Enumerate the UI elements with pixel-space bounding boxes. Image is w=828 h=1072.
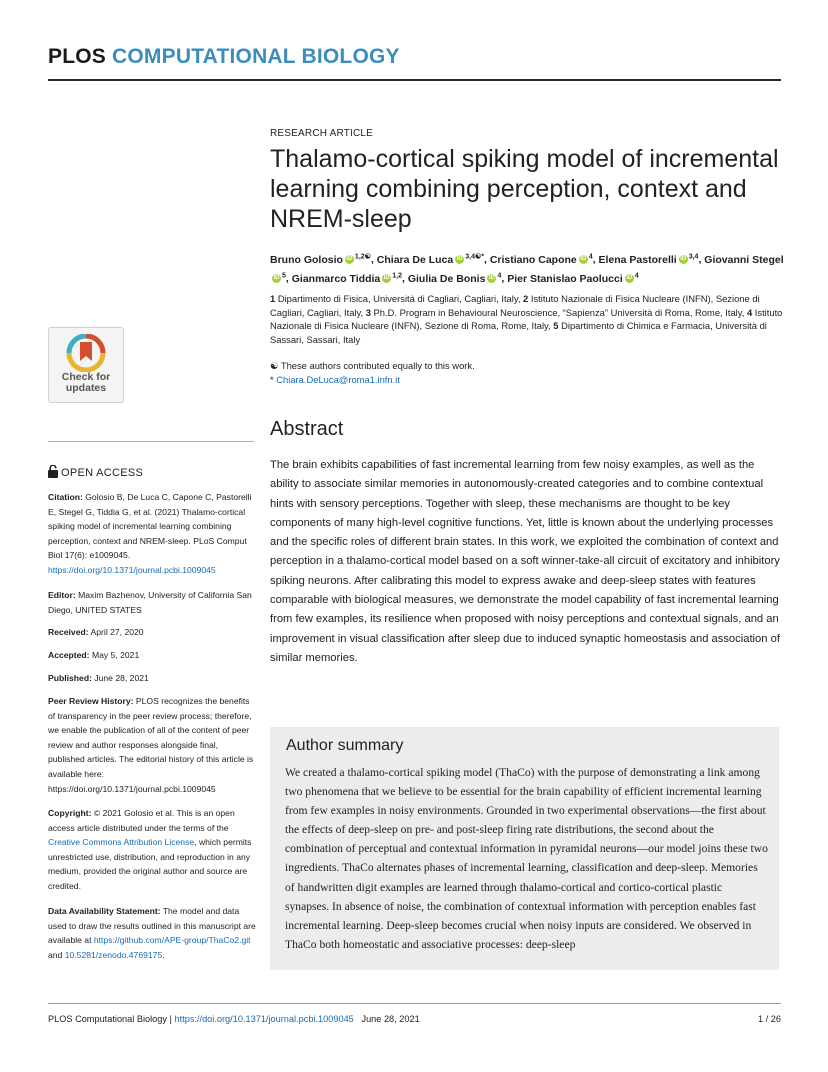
article-title: Thalamo-cortical spiking model of incremental learning combining perception, context and NREM-sleep bbox=[270, 145, 779, 233]
footer-rule bbox=[48, 1003, 781, 1004]
author-summary-box bbox=[270, 727, 779, 970]
page-footer bbox=[48, 1014, 781, 1024]
orcid-icon[interactable]: iD bbox=[273, 275, 280, 282]
author-notes bbox=[270, 359, 770, 386]
author bbox=[270, 254, 371, 266]
affiliation-number: 2 bbox=[523, 293, 529, 304]
author-affiliation-sup: 4 bbox=[497, 272, 502, 279]
author-affiliation-sup: 3,4☯* bbox=[465, 253, 484, 260]
author-name: Bruno Golosio bbox=[270, 253, 343, 266]
author-summary-heading: Author summary bbox=[286, 737, 404, 754]
citation-doi-link[interactable]: https://doi.org/10.1371/journal.pcbi.1009045 bbox=[48, 564, 216, 575]
orcid-icon[interactable]: iD bbox=[626, 275, 633, 282]
author bbox=[599, 254, 699, 266]
journal-prefix: PLOS bbox=[48, 45, 106, 68]
affiliations bbox=[270, 292, 790, 346]
author bbox=[490, 254, 593, 266]
author-affiliation-sup: 1,2☯ bbox=[354, 253, 371, 260]
author-name: Elena Pastorelli bbox=[598, 253, 677, 266]
author-list: Bruno Golosio iD $^{1,2☯}$, Chiara De Luca iD $^{3,4☯*}$, Cristiano Capone iD $^4$, Elena Pastorelli iD $^{3,4}$, Giovanni StegeliD $^5$, Gianmarco Tiddia iD $^{1,2}$, Giulia De Bonis iD $^4$, Pier Stanislao Paolucci iD $^4$ bbox=[270, 253, 784, 285]
author bbox=[377, 254, 484, 266]
affiliation-text: Istituto Nazionale di Fisica Nucleare (INFN), Sezione di Cagliari, Cagliari, Italy, bbox=[270, 293, 760, 318]
open-access-label: OPEN ACCESS bbox=[48, 465, 143, 479]
copyright-block: Copyright: © 2021 Golosio et al. This is an open access article distributed under the terms of the Creative Commons Attribution License, which permits unrestricted use, distribution, and reproduction in any medium, provided the original author and source are credited. bbox=[48, 808, 252, 891]
affiliation-text: Dipartimento di Chimica e Farmacia, Università di Sassari, Sassari, Italy bbox=[270, 320, 767, 345]
github-link[interactable]: https://github.com/APE-group/ThaCo2.git bbox=[93, 935, 251, 946]
footer-doi-link[interactable]: https://doi.org/10.1371/journal.pcbi.1009045 bbox=[174, 1014, 354, 1024]
header-rule bbox=[48, 79, 781, 81]
affiliation-number: 1 bbox=[270, 293, 276, 304]
orcid-icon[interactable]: iD bbox=[680, 256, 687, 263]
equal-contribution-note: ☯ These authors contributed equally to this work. bbox=[270, 360, 475, 371]
accepted-date: Accepted: May 5, 2021 bbox=[48, 650, 140, 660]
affiliation-text: Dipartimento di Fisica, Università di Cagliari, Cagliari, Italy, bbox=[277, 293, 524, 304]
peer-review-link[interactable]: https://doi.org/10.1371/journal.pcbi.1009045 bbox=[48, 783, 216, 794]
editor-block: Editor: Maxim Bazhenov, University of California San Diego, UNITED STATES bbox=[48, 590, 252, 615]
author-name: Pier Stanislao Paolucci bbox=[507, 272, 623, 285]
peer-review-block: Peer Review History: PLOS recognizes the benefits of transparency in the peer review process; therefore, we enable the publication of all of the content of peer review and author responses alongside final, published articles. The editorial history of this article is available here: https://doi.org/10.1371/journal.pcbi.1009045 bbox=[48, 696, 254, 794]
orcid-icon[interactable]: iD bbox=[456, 256, 463, 263]
author-affiliation-sup: 4 bbox=[634, 272, 639, 279]
zenodo-link[interactable]: 10.5281/zenodo.4769175 bbox=[64, 949, 163, 960]
journal-name: COMPUTATIONAL BIOLOGY bbox=[112, 45, 400, 68]
affiliation-text: Ph.D. Program in Behavioural Neuroscience, “Sapienza” Università di Roma, Rome, Italy, bbox=[373, 306, 747, 318]
abstract-heading: Abstract bbox=[270, 418, 344, 440]
published-date: Published: June 28, 2021 bbox=[48, 673, 149, 683]
crossmark-icon bbox=[66, 334, 106, 372]
affiliation-text: Istituto Nazionale di Fisica Nucleare (INFN), Sezione di Roma, Rome, Italy, bbox=[270, 306, 783, 331]
footer-date: June 28, 2021 bbox=[361, 1014, 420, 1024]
badge-text: Check for updates bbox=[61, 371, 111, 394]
sidebar-rule bbox=[48, 441, 254, 442]
author-name: Giovanni Stegel bbox=[704, 253, 784, 266]
author-name: Cristiano Capone bbox=[489, 253, 577, 266]
page-number: 1 / 26 bbox=[758, 1014, 781, 1024]
author bbox=[507, 273, 638, 285]
author-affiliation-sup: 4 bbox=[588, 253, 593, 260]
corresponding-email-link[interactable]: Chiara.DeLuca@roma1.infn.it bbox=[276, 373, 400, 385]
journal-title bbox=[48, 45, 400, 69]
affiliation-number: 3 bbox=[365, 306, 371, 318]
author bbox=[292, 273, 402, 285]
corresponding-author: * Chiara.DeLuca@roma1.infn.it bbox=[270, 373, 400, 385]
affiliation-number: 5 bbox=[553, 320, 559, 331]
orcid-icon[interactable]: iD bbox=[346, 256, 353, 263]
cc-license-link[interactable]: Creative Commons Attribution License bbox=[48, 837, 195, 848]
orcid-icon[interactable]: iD bbox=[383, 275, 390, 282]
citation-block: Citation: Golosio B, De Luca C, Capone C, Pastorelli E, Stegel G, Tiddia G, et al. (2021) Thalamo-cortical spiking model of incremental learning combining perception, context and NREM-sleep. PLoS Comput Biol 17(6): e1009045. https://doi.org/10.1371/journal.pcbi.1009045 bbox=[48, 492, 252, 575]
author-affiliation-sup: 1,2 bbox=[392, 272, 402, 279]
author-name: Gianmarco Tiddia bbox=[291, 272, 381, 285]
author-affiliation-sup: 3,4 bbox=[688, 253, 699, 260]
orcid-icon[interactable]: iD bbox=[580, 256, 587, 263]
affiliation-number: 4 bbox=[746, 306, 753, 318]
check-for-updates-badge[interactable] bbox=[48, 327, 124, 403]
data-availability-block: Data Availability Statement: The model and data used to draw the results outlined in this manuscript are available at https://github.com/APE-group/ThaCo2.git and 10.5281/zenodo.4769175. bbox=[48, 906, 256, 960]
abstract-text: The brain exhibits capabilities of fast incremental learning from few noisy examples, as well as the ability to associate similar memories in autonomously-created categories and to combine contextual hints with sensory perceptions. Together with sleep, these mechanisms are thought to be key components of many high-level cognitive functions. Yet, little is known about the underlying processes and the specific roles of different brain states. In this work, we exploited the combination of context and perception in a thalamo-cortical model based on a soft winner-take-all circuit of excitatory and inhibitory spiking neurons. After calibrating this model to express awake and deep-sleep states with features comparable with biological measures, we demonstrate the model capability of fast incremental learning from few examples, its resilience when proposed with noisy perceptions and contextual signals, and an improvement in visual classification after sleep due to induced synaptic homeostasis and association of similar memories. bbox=[270, 459, 780, 664]
author-name: Chiara De Luca bbox=[376, 253, 454, 266]
author-summary-text: We created a thalamo-cortical spiking model (ThaCo) with the purpose of demonstrating a link among two phenomena that we believe to be essential for the brain capability of efficient incremental learning from few examples in noisy environments. Grounded in two experimental observations—the first about the effects of deep-sleep on pre- and post-sleep firing rate distributions, the second about the combination of perceptual and contextual information in pyramidal neurons—our model joins these two ingredients. ThaCo alternates phases of incremental learning, classification and deep-sleep. Memories of handwritten digit examples are learned through thalamo-cortical and cortico-cortical plastic synapses. In absence of noise, the combination of contextual information with perception enables fast incremental learning. Deep-sleep becomes crucial when noisy inputs are considered. We observed in ThaCo both homeostatic and associative processes: deep-sleep bbox=[285, 766, 768, 951]
orcid-icon[interactable]: iD bbox=[488, 275, 495, 282]
author bbox=[408, 273, 502, 285]
author-affiliation-sup: 5 bbox=[282, 272, 286, 279]
article-type: RESEARCH ARTICLE bbox=[270, 128, 374, 139]
author-name: Giulia De Bonis bbox=[407, 272, 486, 285]
open-lock-icon bbox=[48, 465, 58, 478]
received-date: Received: April 27, 2020 bbox=[48, 627, 144, 637]
footer-journal: PLOS Computational Biology | bbox=[48, 1014, 172, 1024]
